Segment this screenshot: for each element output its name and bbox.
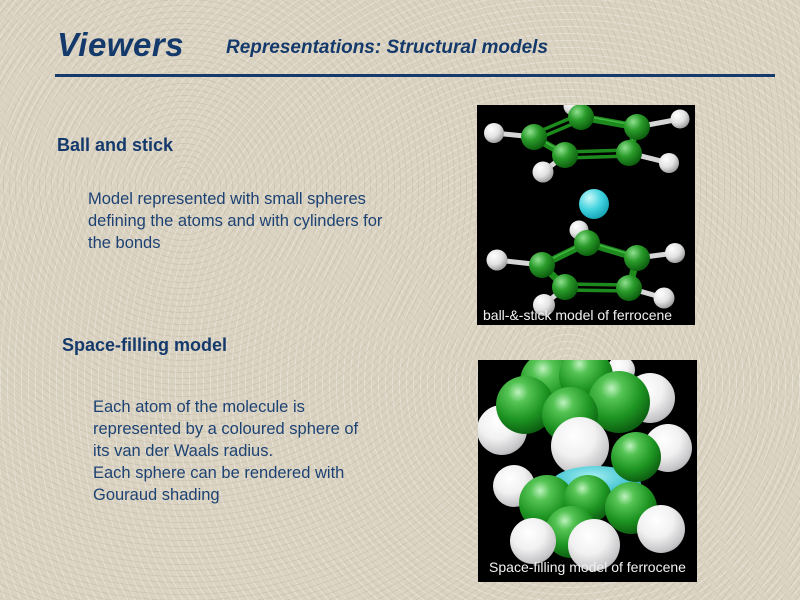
section-heading-space-filling: Space-filling model <box>62 335 228 355</box>
iron-atom <box>579 189 609 219</box>
page-subtitle: Representations: Structural models <box>226 37 549 58</box>
body-line: defining the atoms and with cylinders for <box>88 212 383 230</box>
space-filling-model-image <box>478 360 697 582</box>
body-line: Model represented with small spheres <box>88 190 366 208</box>
section-heading-ball-and-stick: Ball and stick <box>57 135 174 155</box>
ball-and-stick-drawing <box>477 105 695 325</box>
ball-and-stick-model-image <box>477 105 695 325</box>
body-line: represented by a coloured sphere of <box>93 420 359 438</box>
space-filling-drawing <box>478 360 697 582</box>
body-line: the bonds <box>88 234 161 252</box>
figure-caption: ball-&-stick model of ferrocene <box>483 307 673 323</box>
body-line: its van der Waals radius. <box>93 442 274 460</box>
section-body-ball-and-stick <box>88 188 382 254</box>
section-body-space-filling <box>93 396 358 506</box>
body-line: Each sphere can be rendered with <box>93 464 345 482</box>
body-line: Each atom of the molecule is <box>93 398 305 416</box>
title-divider <box>55 74 775 77</box>
body-line: Gouraud shading <box>93 486 220 504</box>
figure-caption: Space-filling model of ferrocene <box>489 559 686 575</box>
page-title: Viewers <box>57 26 185 63</box>
